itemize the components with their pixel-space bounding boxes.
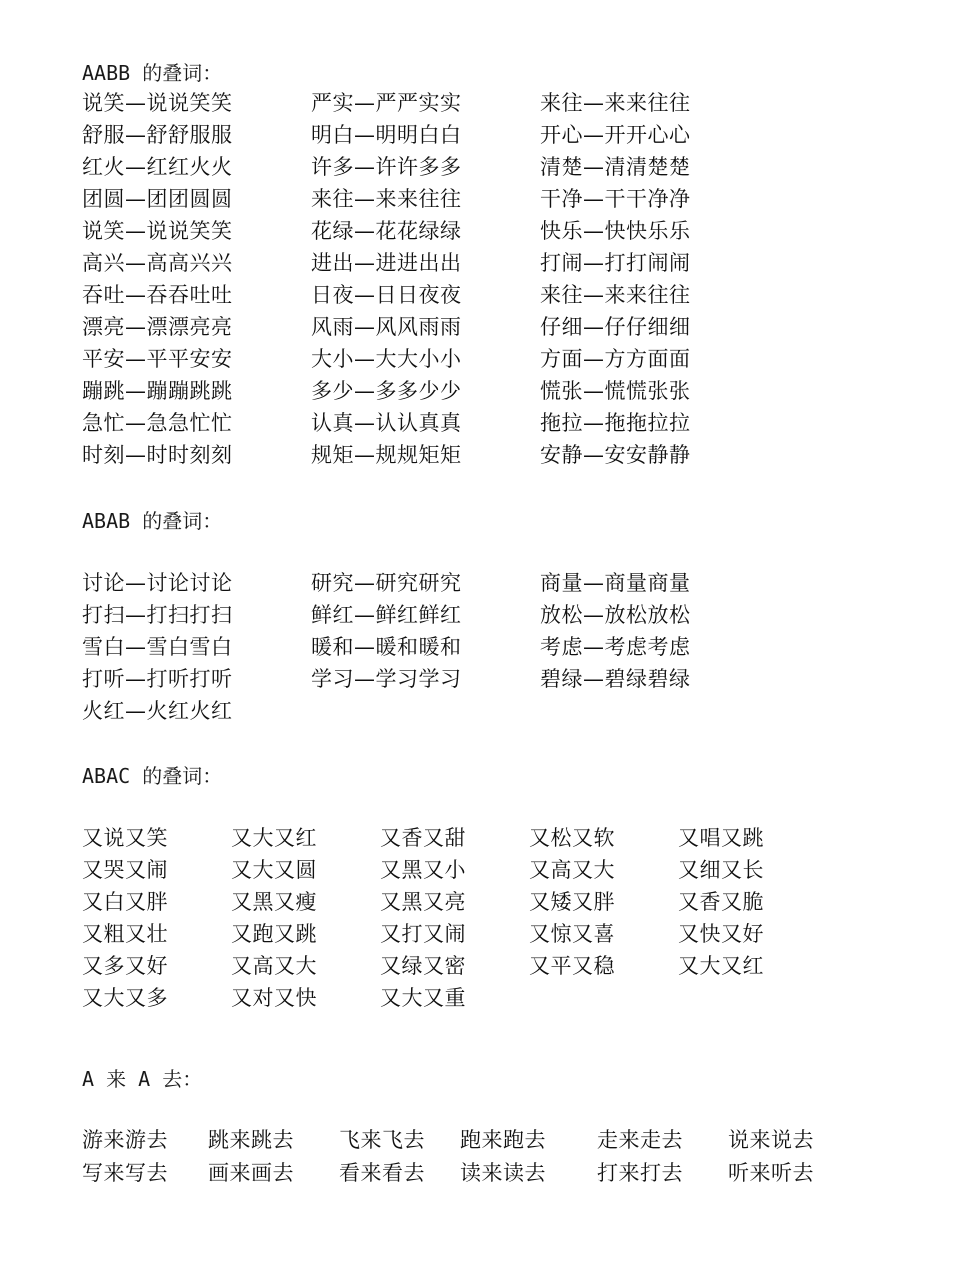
word-entry: 又高又大 <box>529 858 615 882</box>
word-entry: 讨论—讨论讨论 <box>82 571 233 595</box>
word-entry: 舒服—舒舒服服 <box>82 123 233 147</box>
word-entry: 鲜红—鲜红鲜红 <box>311 603 462 627</box>
word-entry: 干净—干干净净 <box>540 187 691 211</box>
word-entry: 又大又红 <box>678 954 764 978</box>
word-entry: 时刻—时时刻刻 <box>82 443 233 467</box>
word-entry: 来往—来来往往 <box>540 91 691 115</box>
word-entry: 团圆—团团圆圆 <box>82 187 233 211</box>
word-entry: 又黑又小 <box>380 858 466 882</box>
word-entry: 又松又软 <box>529 826 615 850</box>
word-entry: 又打又闹 <box>380 922 466 946</box>
word-entry: 又高又大 <box>231 954 317 978</box>
word-entry: 日夜—日日夜夜 <box>311 283 462 307</box>
word-entry: 又大又红 <box>231 826 317 850</box>
word-entry: 打闹—打打闹闹 <box>540 251 691 275</box>
word-entry: 清楚—清清楚楚 <box>540 155 691 179</box>
word-entry: 学习—学习学习 <box>311 667 462 691</box>
word-entry: 多少—多多少少 <box>311 379 462 403</box>
word-entry: 慌张—慌慌张张 <box>540 379 691 403</box>
word-entry: 高兴—高高兴兴 <box>82 251 233 275</box>
word-entry: 商量—商量商量 <box>540 571 691 595</box>
word-entry: 又哭又闹 <box>82 858 168 882</box>
word-entry: 花绿—花花绿绿 <box>311 219 462 243</box>
word-entry: 明白—明明白白 <box>311 123 462 147</box>
word-entry: 研究—研究研究 <box>311 571 462 595</box>
word-entry: 又多又好 <box>82 954 168 978</box>
word-entry: 读来读去 <box>460 1161 546 1185</box>
word-entry: 又绿又密 <box>380 954 466 978</box>
word-entry: 说笑—说说笑笑 <box>82 91 233 115</box>
word-entry: 又大又圆 <box>231 858 317 882</box>
word-entry: 雪白—雪白雪白 <box>82 635 233 659</box>
word-entry: 又惊又喜 <box>529 922 615 946</box>
word-entry: 打听—打听打听 <box>82 667 233 691</box>
word-entry: 又快又好 <box>678 922 764 946</box>
heading-a-lai-a-qu: A 来 A 去： <box>82 1067 203 1091</box>
word-entry: 又大又多 <box>82 986 168 1010</box>
word-entry: 来往—来来往往 <box>540 283 691 307</box>
heading-abac: ABAC 的叠词： <box>82 764 223 788</box>
word-entry: 许多—许许多多 <box>311 155 462 179</box>
word-entry: 跳来跳去 <box>208 1128 294 1152</box>
word-entry: 又香又甜 <box>380 826 466 850</box>
word-entry: 又说又笑 <box>82 826 168 850</box>
word-entry: 又黑又瘦 <box>231 890 317 914</box>
word-entry: 规矩—规规矩矩 <box>311 443 462 467</box>
word-entry: 走来走去 <box>597 1128 683 1152</box>
word-entry: 放松—放松放松 <box>540 603 691 627</box>
word-entry: 火红—火红火红 <box>82 699 233 723</box>
word-entry: 大小—大大小小 <box>311 347 462 371</box>
word-entry: 暖和—暖和暖和 <box>311 635 462 659</box>
word-entry: 进出—进进出出 <box>311 251 462 275</box>
word-entry: 急忙—急急忙忙 <box>82 411 233 435</box>
word-entry: 考虑—考虑考虑 <box>540 635 691 659</box>
word-entry: 听来听去 <box>728 1161 814 1185</box>
word-entry: 又粗又壮 <box>82 922 168 946</box>
word-entry: 又平又稳 <box>529 954 615 978</box>
word-entry: 打来打去 <box>597 1161 683 1185</box>
word-entry: 跑来跑去 <box>460 1128 546 1152</box>
word-entry: 严实—严严实实 <box>311 91 462 115</box>
word-entry: 又香又脆 <box>678 890 764 914</box>
word-entry: 又黑又亮 <box>380 890 466 914</box>
word-entry: 说笑—说说笑笑 <box>82 219 233 243</box>
word-entry: 漂亮—漂漂亮亮 <box>82 315 233 339</box>
word-entry: 吞吐—吞吞吐吐 <box>82 283 233 307</box>
word-entry: 又对又快 <box>231 986 317 1010</box>
word-entry: 又唱又跳 <box>678 826 764 850</box>
word-entry: 又白又胖 <box>82 890 168 914</box>
word-entry: 又细又长 <box>678 858 764 882</box>
word-entry: 开心—开开心心 <box>540 123 691 147</box>
word-entry: 认真—认认真真 <box>311 411 462 435</box>
word-entry: 碧绿—碧绿碧绿 <box>540 667 691 691</box>
word-entry: 风雨—风风雨雨 <box>311 315 462 339</box>
word-entry: 红火—红红火火 <box>82 155 233 179</box>
word-entry: 写来写去 <box>82 1161 168 1185</box>
word-entry: 飞来飞去 <box>339 1128 425 1152</box>
word-entry: 平安—平平安安 <box>82 347 233 371</box>
word-entry: 游来游去 <box>82 1128 168 1152</box>
word-entry: 快乐—快快乐乐 <box>540 219 691 243</box>
heading-aabb: AABB 的叠词： <box>82 61 223 85</box>
heading-abab: ABAB 的叠词： <box>82 509 223 533</box>
word-entry: 说来说去 <box>728 1128 814 1152</box>
word-entry: 看来看去 <box>339 1161 425 1185</box>
word-entry: 又大又重 <box>380 986 466 1010</box>
word-entry: 来往—来来往往 <box>311 187 462 211</box>
word-entry: 拖拉—拖拖拉拉 <box>540 411 691 435</box>
word-entry: 方面—方方面面 <box>540 347 691 371</box>
word-entry: 又跑又跳 <box>231 922 317 946</box>
word-entry: 打扫—打扫打扫 <box>82 603 233 627</box>
word-entry: 仔细—仔仔细细 <box>540 315 691 339</box>
word-entry: 画来画去 <box>208 1161 294 1185</box>
word-entry: 又矮又胖 <box>529 890 615 914</box>
word-entry: 安静—安安静静 <box>540 443 691 467</box>
word-entry: 蹦跳—蹦蹦跳跳 <box>82 379 233 403</box>
